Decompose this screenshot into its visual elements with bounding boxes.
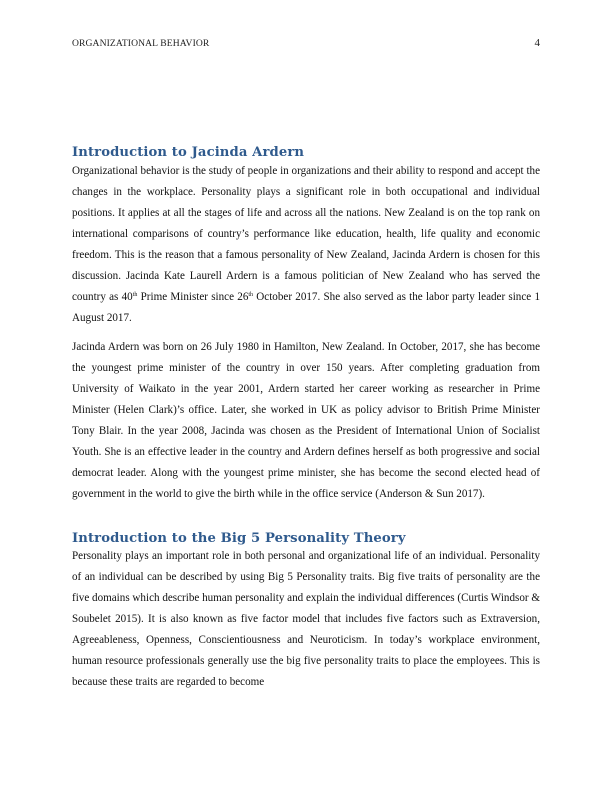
paragraph-big-five-intro: Personality plays an important role in both personal and organizational life of an individual. Personality of an individual can be described by using Big 5 Personality traits. Big five traits of personality are the five domains which describe human personality and explain the individual differences (Curtis Windsor & Soubelet 2015). It is also known as five factor model that includes five factors such as Extraversion, Agreeableness, Openness, Conscientiousness and Neuroticism. In today’s workplace environment, human resource professionals generally use the big five personality traits to place the employees. This is because these traits are regarded to become <box>72 550 540 688</box>
page-body <box>72 143 540 693</box>
ordinal-suffix: th <box>132 292 138 298</box>
section-heading-jacinda-ardern: Introduction to Jacinda Ardern <box>72 145 305 160</box>
paragraph-text: Prime Minister since 26 <box>137 291 249 303</box>
section-heading-big-five: Introduction to the Big 5 Personality Theory <box>72 531 406 546</box>
page-number: 4 <box>534 37 540 49</box>
paragraph-intro-organizational-behavior <box>72 161 540 329</box>
ordinal-suffix: th <box>248 292 254 298</box>
running-head: ORGANIZATIONAL BEHAVIOR <box>72 38 210 49</box>
paragraph-text: October 2017. She also served as the labor party leader since 1 August 2017. <box>72 291 540 324</box>
paragraph-text: Organizational behavior is the study of people in organizations and their ability to respond and accept the changes in the workplace. Personality plays a significant role in both occupational and individual positions. It applies at all the stages of life and across all the nations. New Zealand is on the top rank on international comparisons of country’s performance like education, health, life quality and economic freedom. This is the reason that a famous personality of New Zealand, Jacinda Ardern is chosen for this discussion. Jacinda Kate Laurell Ardern is a famous politician of New Zealand who has served the country as 40 <box>72 165 540 303</box>
paragraph-ardern-biography: Jacinda Ardern was born on 26 July 1980 in Hamilton, New Zealand. In October, 2017, she has become the youngest prime minister of the country in over 150 years. After completing graduation from University of Waikato in the year 2001, Ardern started her career working as researcher in Prime Minister (Helen Clark)’s office. Later, she worked in UK as policy advisor to British Prime Minister Tony Blair. In the year 2008, Jacinda was chosen as the President of International Union of Socialist Youth. She is an effective leader in the country and Ardern defines herself as both progressive and social democrat leader. Along with the youngest prime minister, she has become the second elected head of government in the world to give the birth while in the office service (Anderson & Sun 2017). <box>72 341 540 500</box>
